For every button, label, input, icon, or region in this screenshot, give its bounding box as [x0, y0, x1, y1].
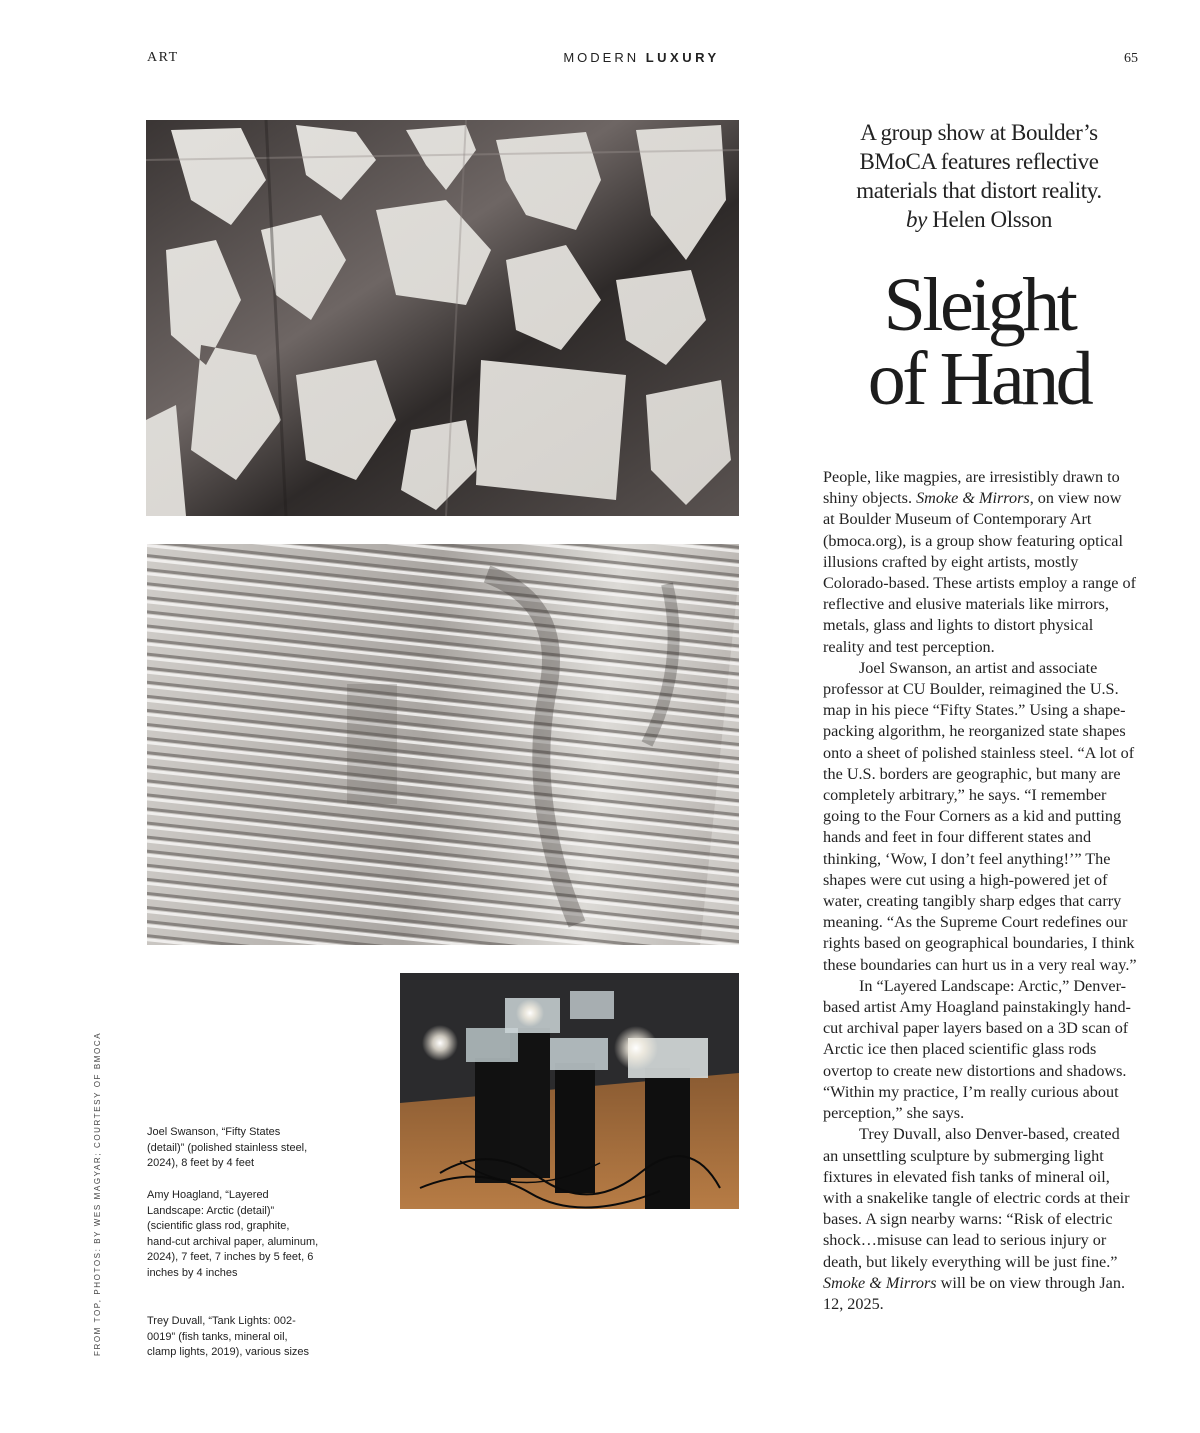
masthead-bold: LUXURY	[645, 50, 720, 65]
masthead-light: MODERN	[563, 50, 640, 65]
caption-fifty-states: Joel Swanson, “Fifty States (detail)” (polished stainless steel, 2024), 8 feet by 4 feet	[147, 1126, 308, 1169]
caption-tank-lights: Trey Duvall, “Tank Lights: 002-0019” (fish tanks, mineral oil, clamp lights, 2019), various sizes	[147, 1315, 310, 1358]
body-paragraph	[823, 467, 1137, 658]
body-text: , on view now at Boulder Museum of Contemporary Art (bmoca.org), is a group show featuring optical illusions crafted by eight artists, mostly Colorado-based. These artists employ a range of reflective and elusive materials like mirrors, metals, glass and lights to distort physical reality and test perception.	[823, 489, 1137, 656]
headline-line-2: of Hand	[867, 337, 1091, 421]
photo-credit: FROM TOP, PHOTOS: BY WES MAGYAR; COURTESY OF BMOCA	[93, 1031, 102, 1356]
byline-author: Helen Olsson	[932, 207, 1053, 232]
body-text: Trey Duvall, also Denver-based, created an unsettling sculpture by submerging light fixtures in elevated fish tanks of mineral oil, with a snakelike tangle of electric cords at their bases. A sign nearby warns: “Risk of electric shock…misuse can lead to serious injury or death, but likely everything will be just fine.”	[823, 1125, 1130, 1271]
body-paragraph	[823, 1124, 1137, 1315]
article-deck: A group show at Boulder’s BMoCA features reflective materials that distort reality.	[856, 120, 1102, 203]
headline-line-1: Sleight	[883, 263, 1075, 347]
headline	[800, 263, 1158, 421]
body-text: People, like magpies, are irresistibly drawn to shiny objects.	[823, 468, 1120, 508]
byline-prefix: by	[905, 207, 927, 232]
show-title: Smoke & Mirrors	[823, 1273, 937, 1292]
byline	[820, 205, 1138, 234]
body-text: will be on view through Jan. 12, 2025.	[823, 1273, 1125, 1313]
section-label: ART	[147, 50, 179, 65]
caption-layered-landscape: Amy Hoagland, “Layered Landscape: Arctic (detail)” (scientific glass rod, graphite, hand-cut archival paper, aluminum, 2024), 7 feet, 7 inches by 5 feet, 6 inches by 4 inches	[147, 1189, 319, 1279]
article-body	[823, 467, 1137, 1315]
masthead-logo	[0, 50, 1200, 65]
body-paragraph: In “Layered Landscape: Arctic,” Denver-based artist Amy Hoagland painstakingly hand-cut archival paper layers based on a 3D scan of Arctic ice then placed scientific glass rods overtop to create new distortions and shadows. “Within my practice, I’m really curious about perception,” she says.	[823, 976, 1131, 1123]
show-title: Smoke & Mirrors	[916, 489, 1030, 508]
photo-tank-lights	[400, 973, 739, 1209]
photo-layered-landscape	[147, 544, 739, 945]
photo-fifty-states	[146, 120, 739, 516]
page-number: 65	[1124, 51, 1138, 66]
body-paragraph: Joel Swanson, an artist and associate professor at CU Boulder, reimagined the U.S. map in his piece “Fifty States.” Using a shape-packing algorithm, he reorganized state shapes onto a sheet of polished stainless steel. “A lot of the U.S. borders are geographic, but many are completely arbitrary,” he says. “I remember going to the Four Corners as a kid and putting hands and feet in four different states and thinking, ‘Wow, I don’t feel anything!’” The shapes were cut using a high-powered jet of water, creating tangibly sharp edges that carry meaning. “As the Supreme Court redefines our rights based on geographical boundaries, I think these boundaries can hurt us in a very real way.”	[823, 658, 1137, 974]
